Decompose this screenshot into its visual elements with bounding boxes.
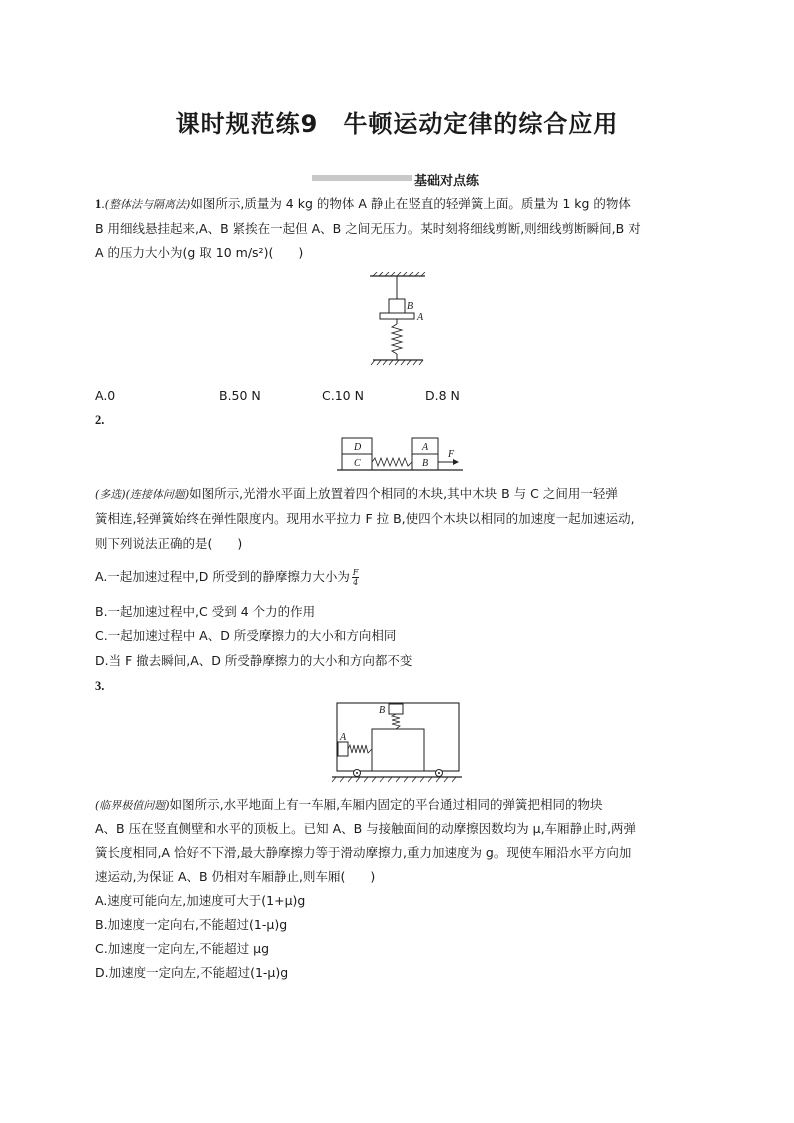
q1-number: 1 xyxy=(95,197,102,211)
q1-label-b: B xyxy=(407,301,414,312)
q3-label-b: B xyxy=(379,705,386,716)
section-bar xyxy=(312,175,412,181)
q3-line4: 速运动,为保证 A、B 仍相对车厢静止,则车厢( ) xyxy=(95,869,376,884)
q1-option-c: C.10 N xyxy=(322,388,364,403)
q2-line2: 簧相连,轻弹簧始终在弹性限度内。现用水平拉力 F 拉 B,使四个木块以相同的加速度一起加速运动, xyxy=(95,511,635,526)
q1-line2: B 用细线悬挂起来,A、B 紧挨在一起但 A、B 之间无压力。某时刻将细线剪断,则细线剪断瞬间,B 对 xyxy=(95,221,641,236)
q3-option-a: A.速度可能向左,加速度可大于(1+μ)g xyxy=(95,893,306,908)
q3-line3: 簧长度相同,A 恰好不下滑,最大静摩擦力等于滑动摩擦力,重力加速度为 g。现使车厢沿水平方向加 xyxy=(95,845,632,860)
q2-line1 xyxy=(95,484,618,505)
q2-option-a xyxy=(95,567,359,587)
q2-label-b: B xyxy=(422,458,429,469)
q1-text-1: 如图所示,质量为 4 kg 的物体 A 静止在竖直的轻弹簧上面。质量为 1 kg 的物体 xyxy=(190,196,631,211)
q2-number: 2. xyxy=(95,413,105,427)
q1-tag: .(整体法与隔离法) xyxy=(101,198,191,211)
section-label: 基础对点练 xyxy=(414,174,480,189)
q3-line2: A、B 压在竖直侧壁和水平的顶板上。已知 A、B 与接触面间的动摩擦因数均为 μ,车厢静止时,两弹 xyxy=(95,821,637,836)
q1-figure-spring-blocks xyxy=(365,272,435,377)
q3-option-b: B.加速度一定向右,不能超过(1-μ)g xyxy=(95,917,288,932)
q3-figure-carriage xyxy=(330,700,465,784)
q2-fraction xyxy=(352,568,360,587)
q2-option-c: C.一起加速过程中 A、D 所受摩擦力的大小和方向相同 xyxy=(95,628,397,643)
q1-option-b: B.50 N xyxy=(219,388,261,403)
q3-text-1: 如图所示,水平地面上有一车厢,车厢内固定的平台通过相同的弹簧把相同的物块 xyxy=(169,797,603,812)
q2-frac-den: 4 xyxy=(353,578,359,587)
q2-option-b: B.一起加速过程中,C 受到 4 个力的作用 xyxy=(95,604,316,619)
q1-label-a: A xyxy=(417,312,424,323)
page-title: 课时规范练9 牛顿运动定律的综合应用 xyxy=(175,110,619,138)
q3-option-c: C.加速度一定向左,不能超过 μg xyxy=(95,941,270,956)
q1-line3: A 的压力大小为(g 取 10 m/s²)( ) xyxy=(95,245,304,260)
q1-option-a: A.0 xyxy=(95,388,116,403)
q2-option-a-text: A.一起加速过程中,D 所受到的静摩擦力大小为 xyxy=(95,569,350,584)
q2-label-d: D xyxy=(354,442,362,453)
q3-option-d: D.加速度一定向左,不能超过(1-μ)g xyxy=(95,965,289,980)
q3-line1 xyxy=(95,795,603,816)
q2-label-c: C xyxy=(354,458,361,469)
q2-option-d: D.当 F 撤去瞬间,A、D 所受静摩擦力的大小和方向都不变 xyxy=(95,653,413,668)
q3-number: 3. xyxy=(95,679,105,693)
q1-line1 xyxy=(95,194,631,215)
q2-label-f: F xyxy=(448,449,455,460)
q2-line3: 则下列说法正确的是( ) xyxy=(95,536,243,551)
q2-frac-num: F xyxy=(352,568,359,577)
q2-label-a: A xyxy=(422,442,429,453)
q1-option-d: D.8 N xyxy=(425,388,460,403)
q3-label-a: A xyxy=(340,732,347,743)
q2-figure-four-blocks xyxy=(335,434,465,474)
q2-text-1: 如图所示,光滑水平面上放置着四个相同的木块,其中木块 B 与 C 之间用一轻弹 xyxy=(189,486,618,501)
q3-tag: (临界极值问题) xyxy=(95,799,170,812)
q2-tag: (多选)(连接体问题) xyxy=(95,488,190,501)
